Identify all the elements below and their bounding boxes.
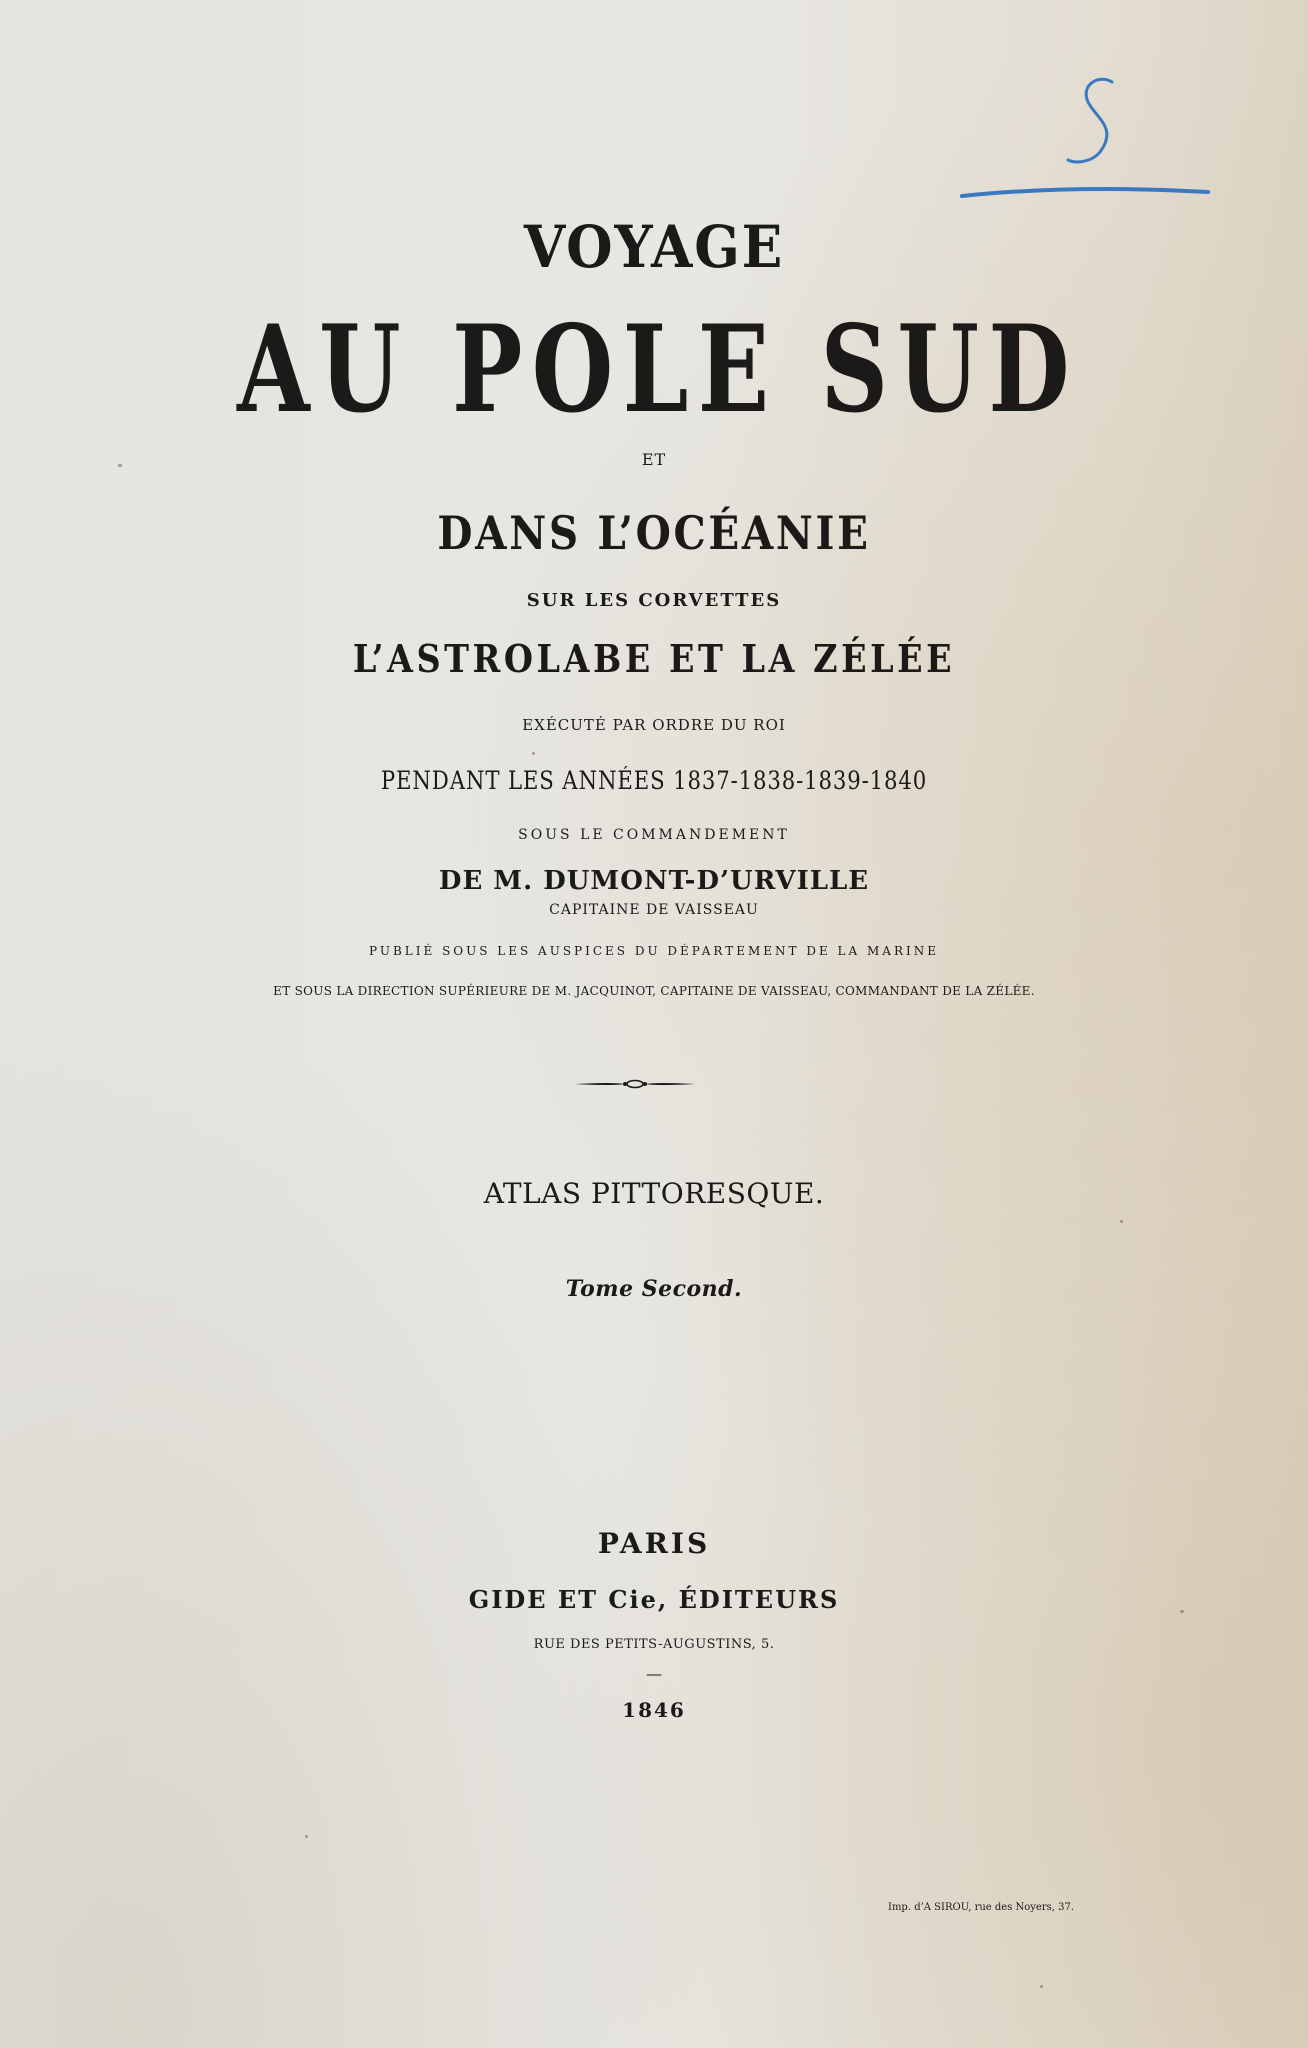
printer-note: Imp. d’A SIROU, rue des Noyers, 37. (888, 1902, 1075, 1913)
publication-note: PUBLIÉ SOUS LES AUSPICES DU DÉPARTEMENT DE LA MARINE (369, 944, 939, 958)
foxing-speck (305, 1835, 308, 1838)
imprint-dash: — (646, 1664, 662, 1683)
ornament-divider (573, 1076, 697, 1092)
subtitle-years: PENDANT LES ANNÉES 1837-1838-1839-1840 (380, 766, 928, 795)
subtitle-ships: L’ASTROLABE ET LA ZÉLÉE (352, 636, 956, 681)
commander-name: DE M. DUMONT-D’URVILLE (438, 866, 870, 896)
commander-rank: CAPITAINE DE VAISSEAU (549, 902, 759, 918)
title-voyage: VOYAGE (523, 213, 785, 281)
imprint-publisher: GIDE ET Cie, ÉDITEURS (468, 1585, 840, 1614)
subtitle-corvettes: SUR LES CORVETTES (526, 590, 782, 611)
direction-note: ET SOUS LA DIRECTION SUPÉRIEURE DE M. JACQUINOT, CAPITAINE DE VAISSEAU, COMMANDANT DE LA ZÉLÉE. (273, 984, 1035, 998)
imprint-year: 1846 (622, 1698, 686, 1722)
title-main: AU POLE SUD (237, 299, 1079, 440)
imprint-city: PARIS (597, 1527, 711, 1560)
foxing-speck (1040, 1985, 1043, 1988)
foxing-speck (1180, 1610, 1184, 1613)
shelfmark-handwritten (950, 70, 1210, 210)
title-oceanie: DANS L’OCÉANIE (437, 506, 871, 560)
subtitle-execute: EXÉCUTÉ PAR ORDRE DU ROI (522, 716, 786, 734)
volume-label: Tome Second. (565, 1276, 743, 1302)
atlas-title: ATLAS PITTORESQUE. (483, 1177, 825, 1210)
imprint-address: RUE DES PETITS-AUGUSTINS, 5. (533, 1637, 775, 1652)
foxing-speck (1120, 1220, 1123, 1223)
foxing-speck (118, 464, 122, 467)
title-et: ET (641, 450, 667, 469)
subtitle-commandement: SOUS LE COMMANDEMENT (518, 827, 790, 843)
foxing-speck (532, 752, 535, 755)
